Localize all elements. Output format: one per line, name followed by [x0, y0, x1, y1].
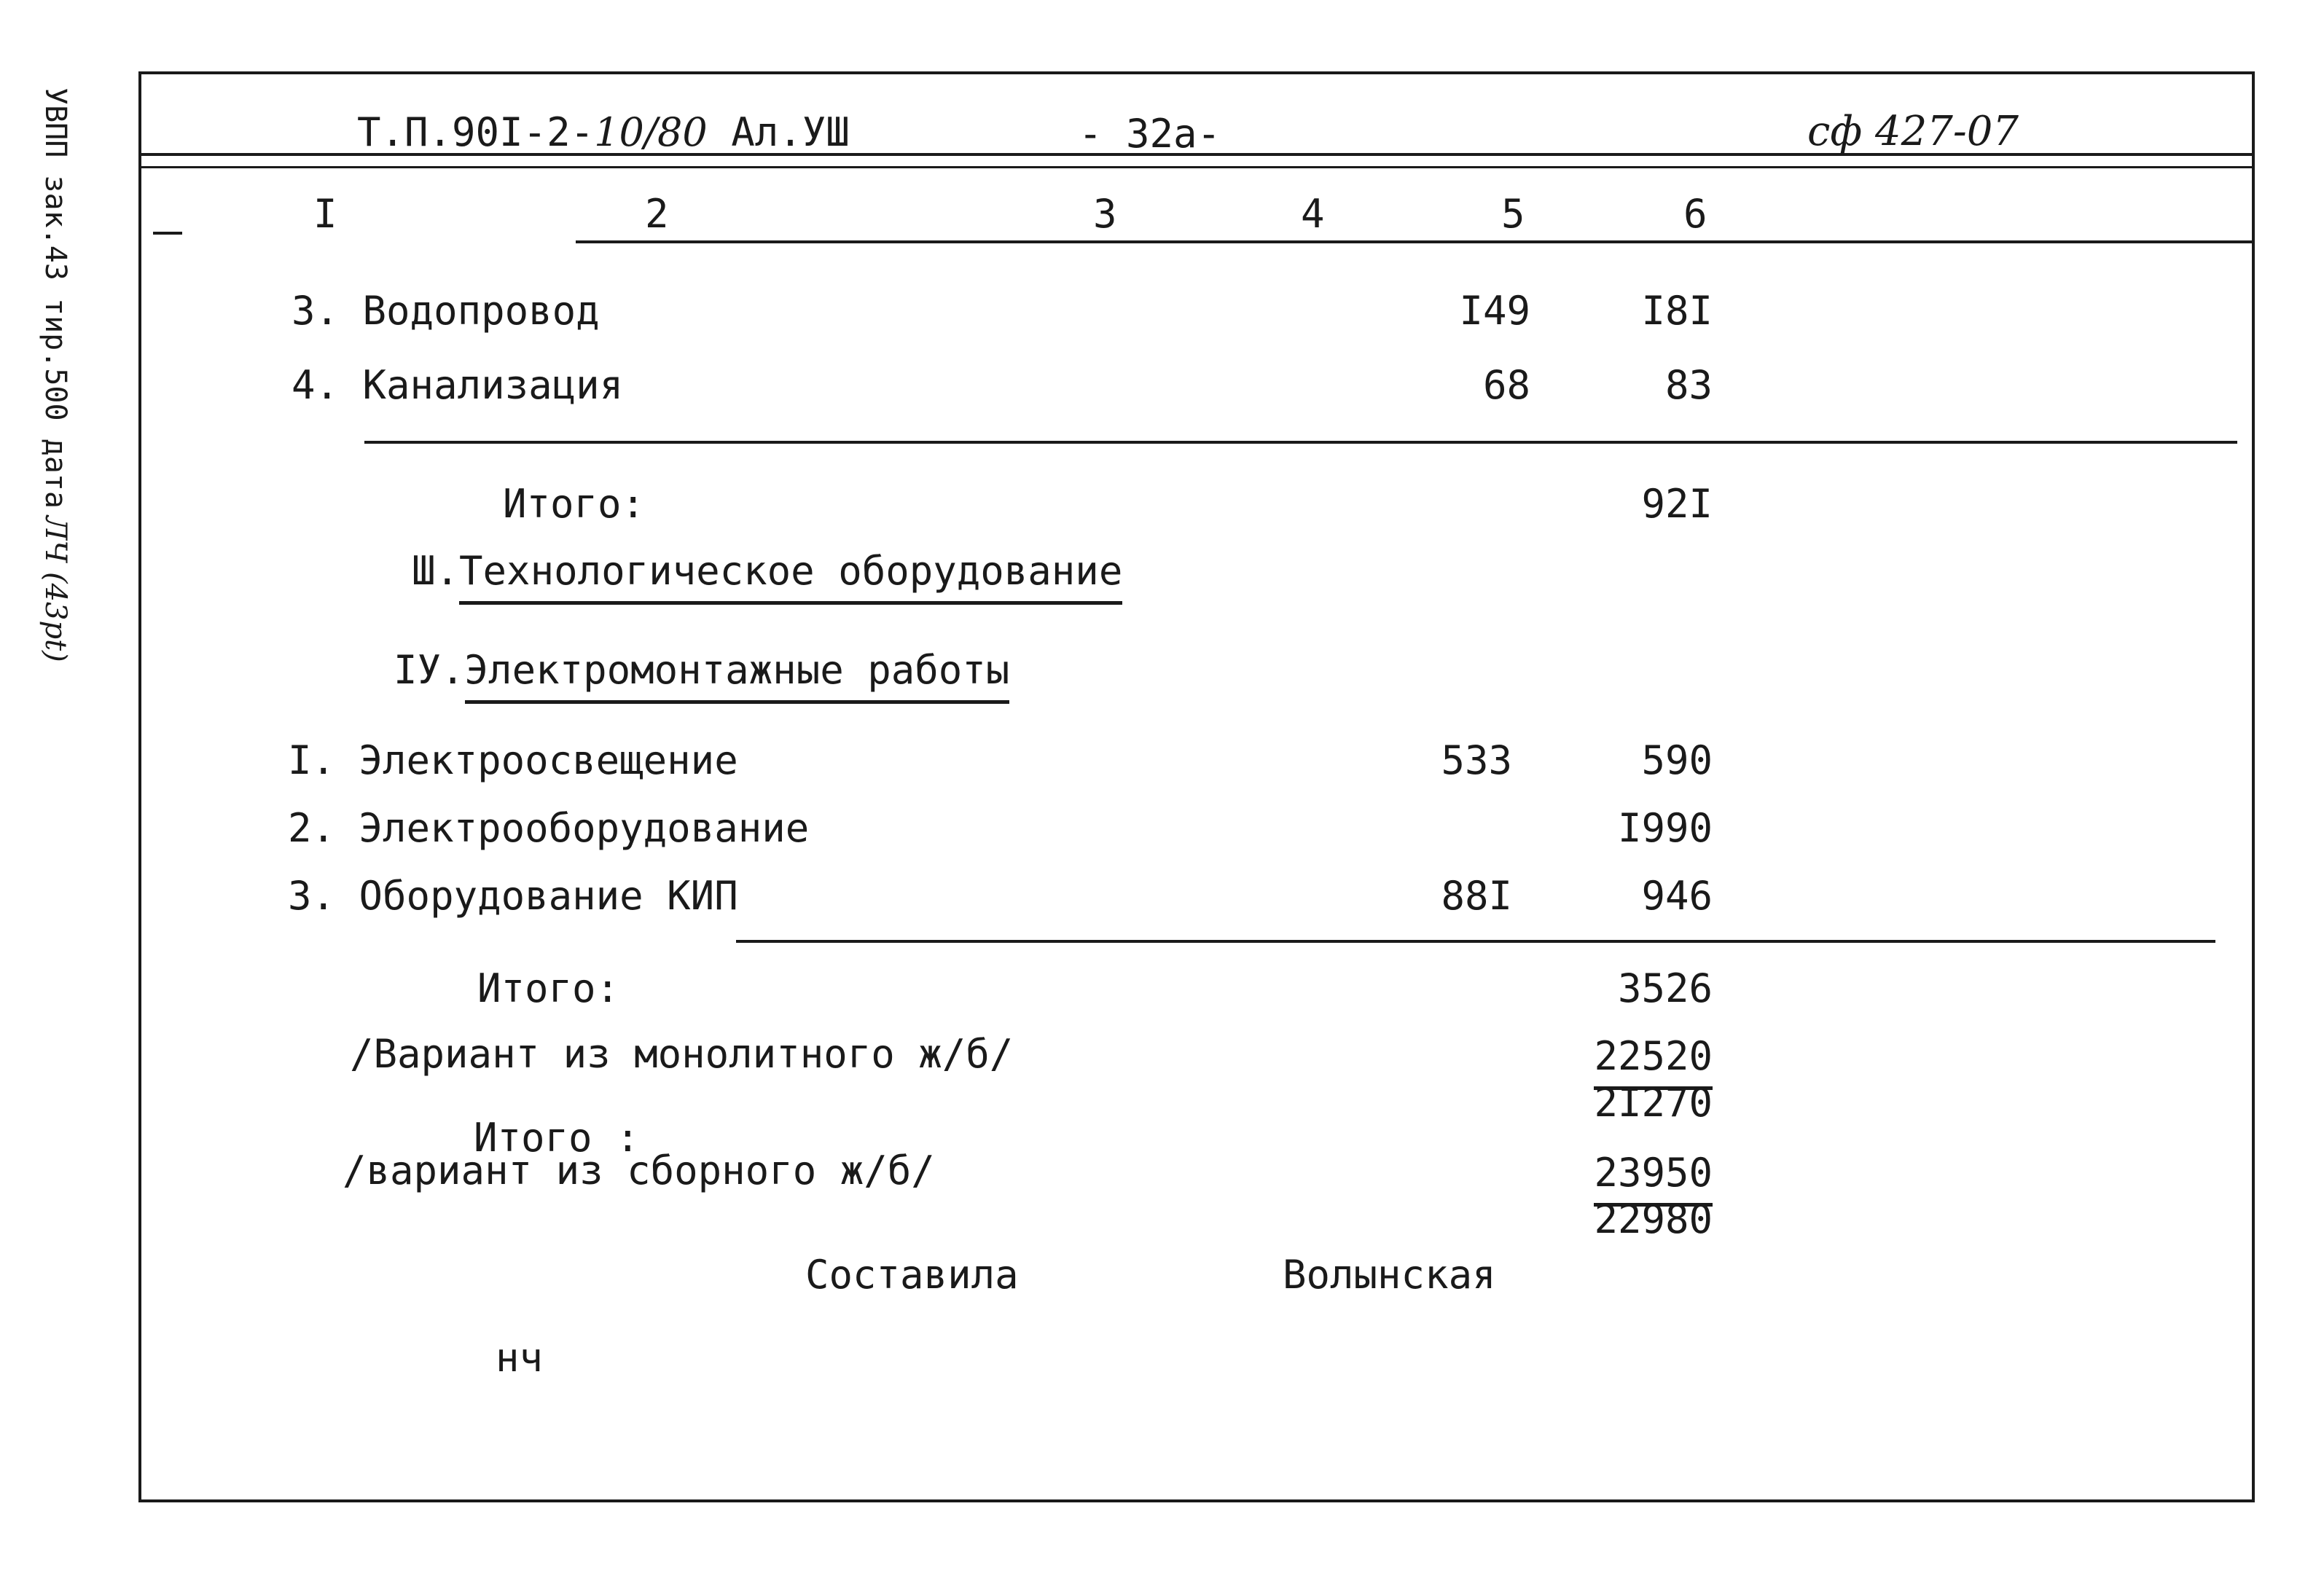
- col-6-header: 6: [1683, 191, 1707, 237]
- total-2-value: 3526: [1617, 965, 1713, 1011]
- row-equipment-label: 2. Электрооборудование: [288, 805, 810, 851]
- row-equipment-c6: I990: [1617, 805, 1713, 851]
- col-2-header: 2: [645, 191, 669, 237]
- row-lighting-label: I. Электроосвещение: [288, 737, 738, 783]
- header-divider: [138, 153, 2255, 156]
- total-1-label: Итого:: [503, 481, 646, 527]
- row-sewer-c5: 68: [1482, 362, 1530, 408]
- total-1-value: 92I: [1641, 481, 1713, 527]
- col-1-header: I: [313, 191, 337, 237]
- compiled-name: Волынская: [1283, 1252, 1496, 1298]
- row-water-label: 3. Водопровод: [292, 288, 600, 334]
- row-kip-c6: 946: [1641, 873, 1713, 919]
- section-3-prefix: Ш.: [412, 548, 460, 594]
- col-header-divider: [576, 240, 2255, 243]
- margin-stamp-handwritten: ЛЧ (43pt): [39, 515, 72, 662]
- variant-prefab-bottom: 22980: [1594, 1196, 1713, 1242]
- page-frame: [138, 71, 2255, 1502]
- row-sewer-label: 4. Канализация: [292, 362, 624, 408]
- doc-code: [357, 109, 850, 155]
- row-water-c5: I49: [1459, 288, 1530, 334]
- margin-stamp: [39, 87, 73, 662]
- variant-prefab-top: 23950: [1538, 1150, 1713, 1196]
- section-3-title: Технологическое оборудование: [459, 548, 1122, 605]
- total-3-label: Итого :: [474, 1115, 640, 1161]
- variant-monolith-bottom: 2I270: [1594, 1080, 1713, 1126]
- section-4-heading: [394, 647, 1009, 693]
- total-2-label: Итого:: [477, 965, 620, 1011]
- row-lighting-c5: 533: [1441, 737, 1512, 783]
- album-label: Ал.УШ: [731, 109, 850, 155]
- header-divider-2: [138, 166, 2255, 168]
- section-3-heading: [412, 548, 1122, 594]
- subtotal-divider-2: [736, 940, 2215, 943]
- row-kip-c5: 88I: [1441, 873, 1512, 919]
- col-3-header: 3: [1093, 191, 1117, 237]
- variant-monolith-label: /Вариант из монолитного ж/б/: [350, 1031, 1014, 1077]
- initials: нч: [496, 1335, 544, 1381]
- variant-prefab-label: /вариант из сборного ж/б/: [343, 1148, 935, 1193]
- margin-stamp-printed: УВПП зак.43 тир.500 дата: [39, 87, 72, 509]
- subtotal-divider-1: [364, 441, 2237, 444]
- sheet-code: сф 427-07: [1807, 108, 2019, 155]
- row-sewer-c6: 83: [1664, 362, 1713, 408]
- section-4-prefix: IУ.: [394, 647, 465, 693]
- col-4-header: 4: [1301, 191, 1325, 237]
- compiled-label: Составила: [805, 1252, 1019, 1298]
- section-4-title: Электромонтажные работы: [465, 647, 1010, 704]
- col-5-header: 5: [1501, 191, 1525, 237]
- row-water-c6: I8I: [1641, 288, 1713, 334]
- doc-code-hand: 10/80: [594, 109, 708, 155]
- doc-code-printed: Т.П.90I-2-: [357, 109, 595, 155]
- variant-monolith-top: 22520: [1538, 1033, 1713, 1079]
- col-header-tick: [153, 232, 182, 235]
- row-lighting-c6: 590: [1641, 737, 1713, 783]
- row-kip-label: 3. Оборудование КИП: [288, 873, 738, 919]
- page-number: - 32а-: [1079, 111, 1221, 157]
